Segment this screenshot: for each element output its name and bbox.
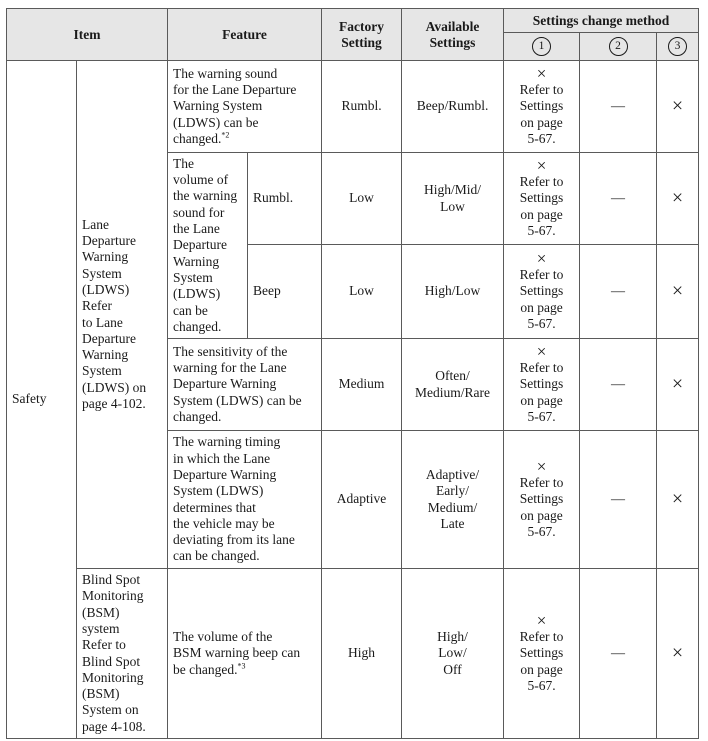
method-3-cell	[657, 245, 699, 339]
method-3-cell	[657, 61, 699, 153]
method-note: Refer to Settings on page 5-67.	[519, 359, 564, 424]
method-note: Refer to Settings on page 5-67.	[519, 81, 564, 146]
method-3-cell	[657, 569, 699, 739]
available-settings: High/Mid/ Low	[402, 153, 504, 245]
method-note: Refer to Settings on page 5-67.	[519, 474, 564, 539]
method-1-cell	[504, 61, 580, 153]
dash-mark: —	[611, 283, 626, 299]
feature-sub-cell: Beep	[248, 245, 322, 339]
item-ldws: Lane Departure Warning System (LDWS) Refer to Lane Departure Warning System (LDWS) on page 4-102.	[77, 61, 168, 569]
cross-mark: ×	[536, 456, 547, 476]
method-1-cell	[504, 569, 580, 739]
method-3-cell	[657, 339, 699, 431]
factory-setting: High	[322, 569, 402, 739]
header-item: Item	[7, 9, 168, 61]
header-settings-change-method: Settings change method	[504, 9, 699, 33]
factory-setting: Low	[322, 153, 402, 245]
cross-mark: ×	[671, 187, 684, 210]
feature-cell: The sensitivity of the warning for the Lane Departure Warning System (LDWS) can be changed.	[168, 339, 322, 431]
cross-mark: ×	[536, 63, 547, 83]
settings-table	[6, 8, 699, 739]
dash-mark: —	[611, 190, 626, 206]
footnote-ref: *3	[237, 661, 246, 671]
method-2-number: 2	[609, 37, 628, 56]
dash-mark: —	[611, 491, 626, 507]
factory-setting: Low	[322, 245, 402, 339]
category-cell: Safety	[7, 61, 77, 739]
feature-text: The warning sound for the Lane Departure Warning System (LDWS) can be changed.	[173, 65, 297, 146]
cross-mark: ×	[536, 248, 547, 268]
cross-mark: ×	[536, 341, 547, 361]
header-method-3	[657, 33, 699, 61]
method-1-cell	[504, 431, 580, 569]
available-settings: High/ Low/ Off	[402, 569, 504, 739]
header-available-settings: Available Settings	[402, 9, 504, 61]
factory-setting: Medium	[322, 339, 402, 431]
header-feature: Feature	[168, 9, 322, 61]
feature-cell	[168, 61, 322, 153]
method-1-cell	[504, 245, 580, 339]
header-method-2	[580, 33, 657, 61]
table-row	[7, 569, 699, 739]
method-2-cell	[580, 245, 657, 339]
method-1-number: 1	[532, 37, 551, 56]
cross-mark: ×	[671, 642, 684, 665]
cross-mark: ×	[536, 610, 547, 630]
feature-text: The volume of the BSM warning beep can be changed.	[173, 629, 301, 677]
cross-mark: ×	[671, 488, 684, 511]
method-3-cell	[657, 431, 699, 569]
factory-setting: Adaptive	[322, 431, 402, 569]
cross-mark: ×	[671, 95, 684, 118]
method-3-cell	[657, 153, 699, 245]
dash-mark: —	[611, 645, 626, 661]
table-row	[7, 61, 699, 153]
feature-sub-cell: Rumbl.	[248, 153, 322, 245]
feature-cell	[168, 569, 322, 739]
method-1-cell	[504, 339, 580, 431]
method-2-cell	[580, 569, 657, 739]
method-2-cell	[580, 431, 657, 569]
method-note: Refer to Settings on page 5-67.	[519, 173, 564, 238]
header-factory-setting: Factory Setting	[322, 9, 402, 61]
feature-cell: The warning timing in which the Lane Departure Warning System (LDWS) determines that the vehicle may be deviating from its lane can be changed.	[168, 431, 322, 569]
footnote-ref: *2	[221, 130, 230, 140]
method-2-cell	[580, 339, 657, 431]
feature-cell: The volume of the warning sound for the Lane Departure Warning System (LDWS) can be changed.	[168, 153, 248, 339]
method-2-cell	[580, 61, 657, 153]
available-settings: Beep/Rumbl.	[402, 61, 504, 153]
method-1-cell	[504, 153, 580, 245]
method-note: Refer to Settings on page 5-67.	[519, 628, 564, 693]
cross-mark: ×	[671, 280, 684, 303]
method-2-cell	[580, 153, 657, 245]
available-settings: Often/ Medium/Rare	[402, 339, 504, 431]
cross-mark: ×	[671, 373, 684, 396]
factory-setting: Rumbl.	[322, 61, 402, 153]
cross-mark: ×	[536, 155, 547, 175]
available-settings: Adaptive/ Early/ Medium/ Late	[402, 431, 504, 569]
method-3-number: 3	[668, 37, 687, 56]
dash-mark: —	[611, 376, 626, 392]
available-settings: High/Low	[402, 245, 504, 339]
method-note: Refer to Settings on page 5-67.	[519, 266, 564, 331]
item-bsm: Blind Spot Monitoring (BSM) system Refer to Blind Spot Monitoring (BSM) System on page 4-108.	[77, 569, 168, 739]
dash-mark: —	[611, 98, 626, 114]
header-method-1	[504, 33, 580, 61]
